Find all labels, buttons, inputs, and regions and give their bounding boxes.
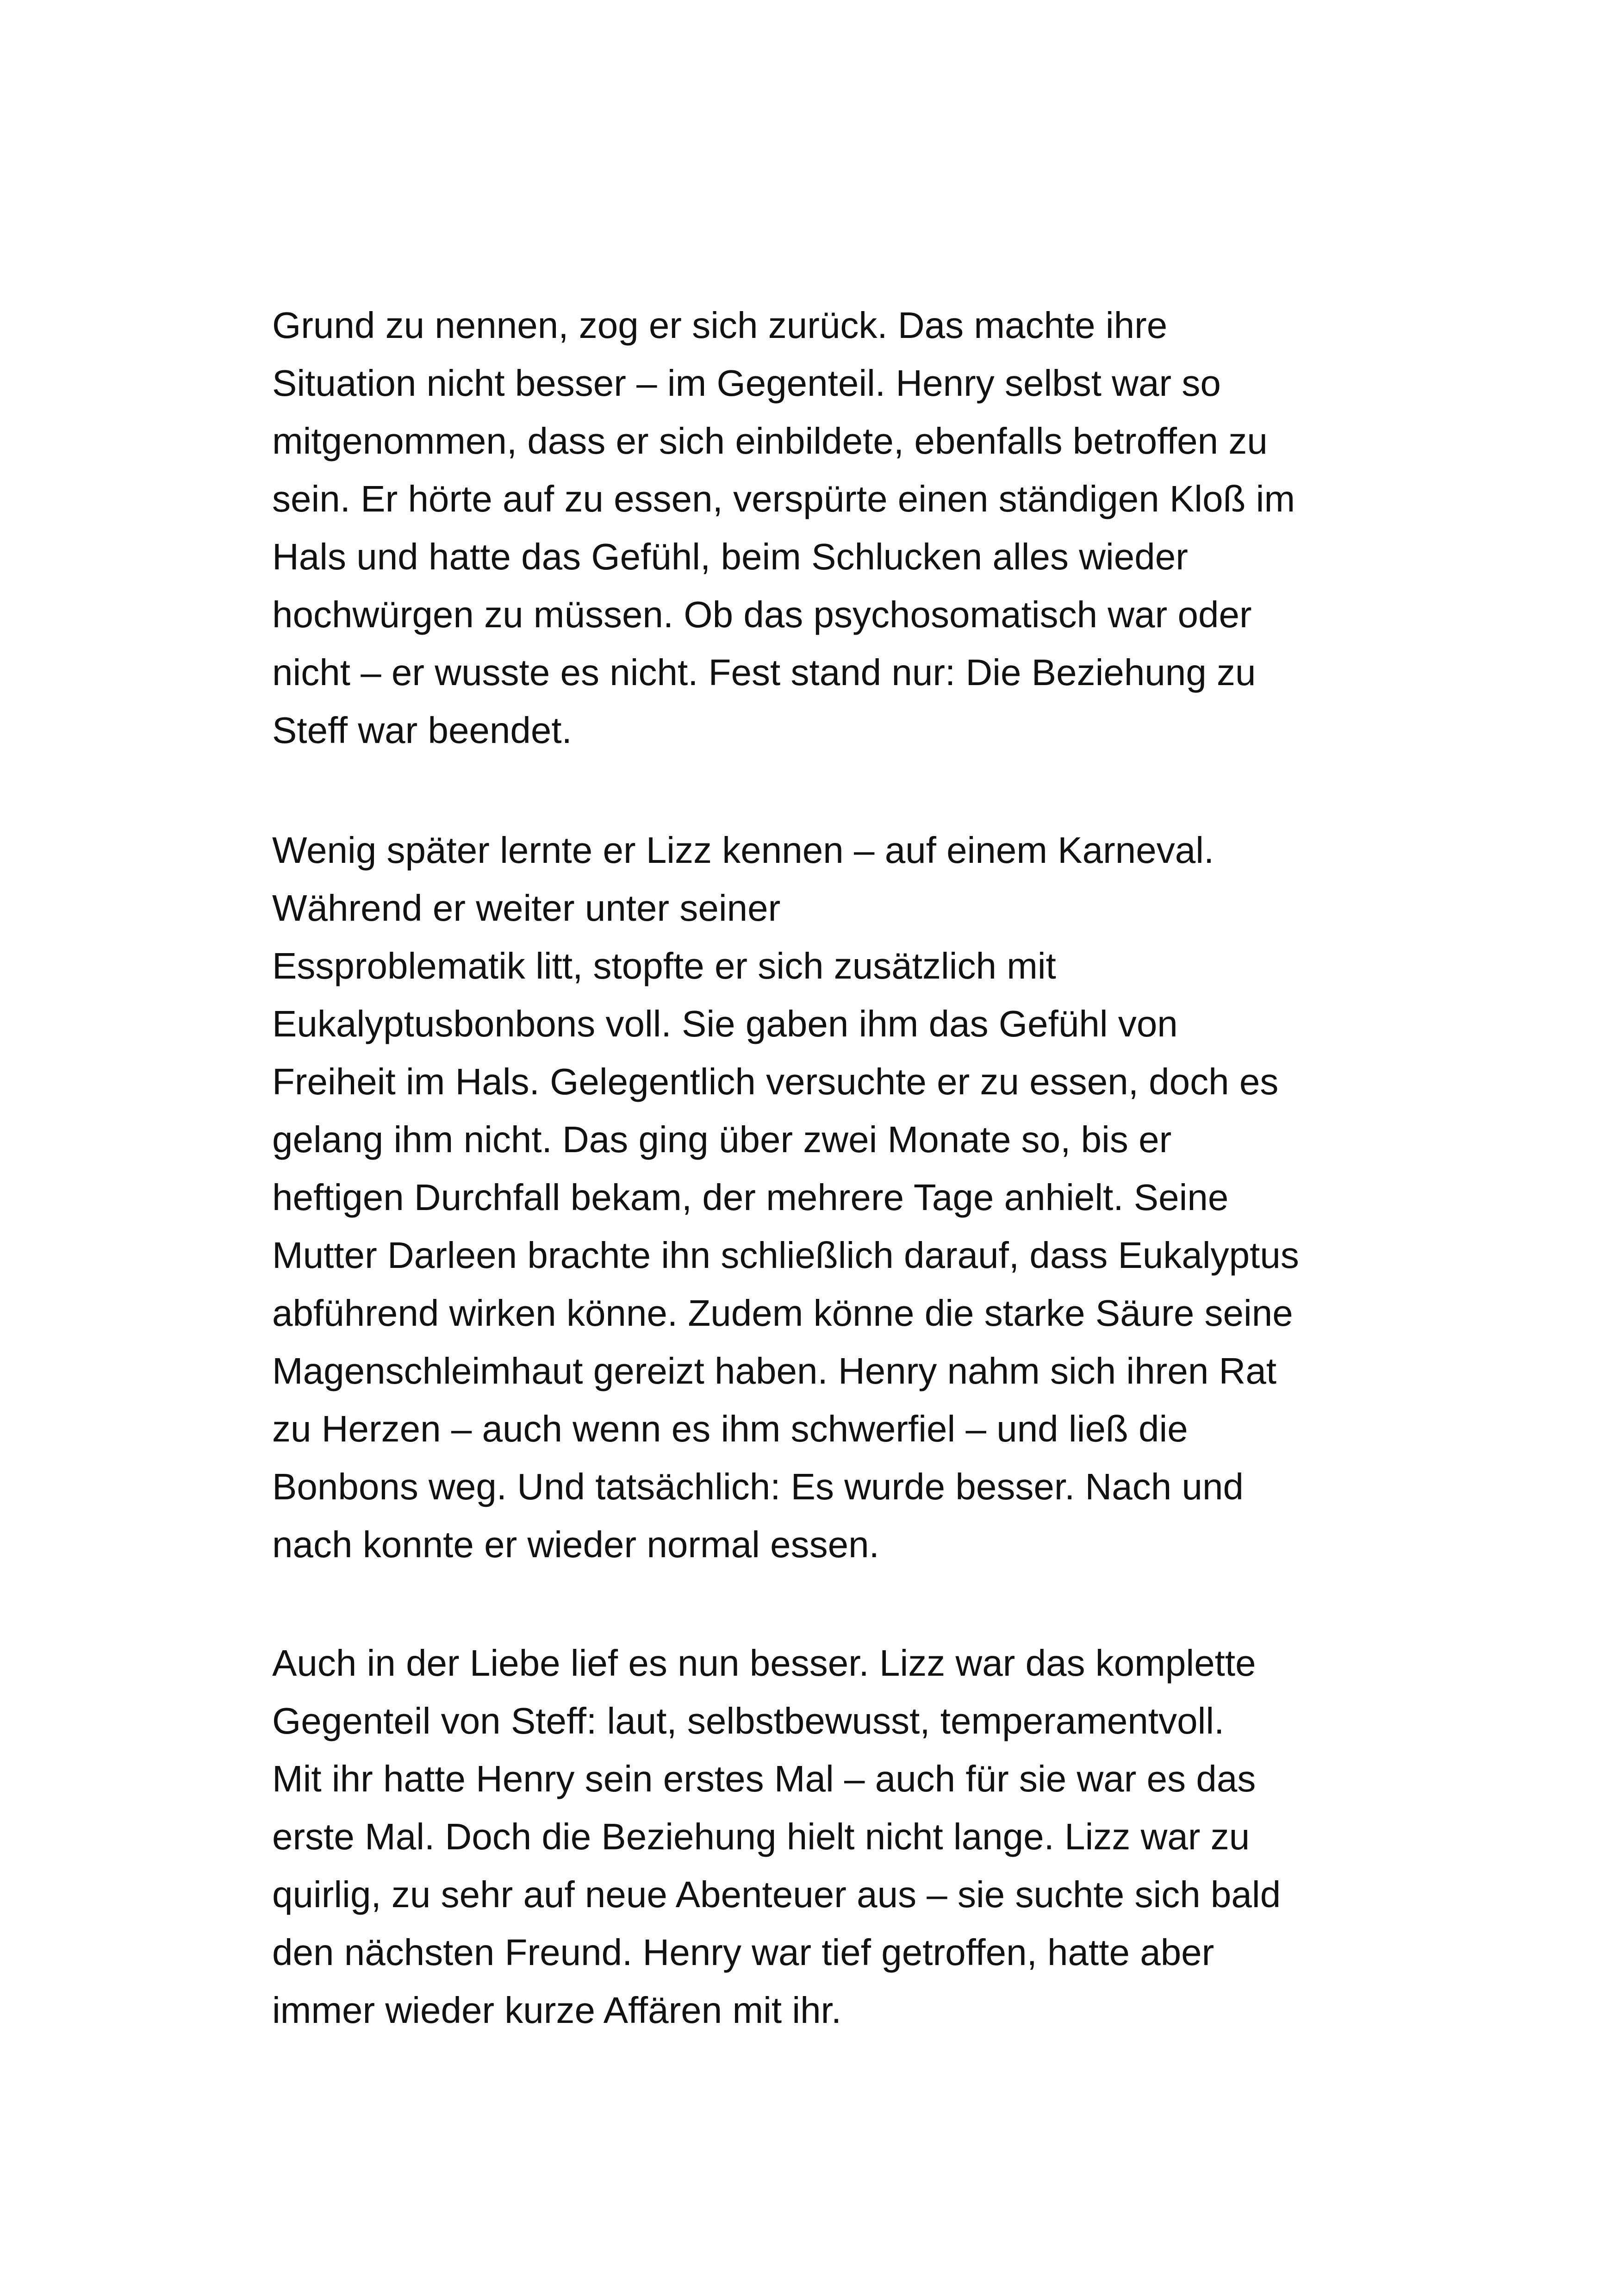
text-line: Gegenteil von Steff: laut, selbstbewusst, temperamentvoll. [272, 1700, 1225, 1741]
text-line: Hals und hatte das Gefühl, beim Schlucken alles wieder [272, 536, 1188, 577]
paragraph [272, 1634, 1383, 2039]
text-line: Während er weiter unter seiner [272, 887, 781, 929]
text-line: quirlig, zu sehr auf neue Abenteuer aus – sie suchte sich bald [272, 1874, 1281, 1915]
text-line: nach konnte er wieder normal essen. [272, 1524, 879, 1565]
text-line: Grund zu nennen, zog er sich zurück. Das machte ihre [272, 305, 1168, 346]
text-line: nicht – er wusste es nicht. Fest stand nur: Die Beziehung zu [272, 652, 1256, 693]
text-line: immer wieder kurze Affären mit ihr. [272, 1990, 842, 2031]
text-line: zu Herzen – auch wenn es ihm schwerfiel – und ließ die [272, 1408, 1188, 1449]
text-line: Situation nicht besser – im Gegenteil. Henry selbst war so [272, 362, 1221, 404]
paragraph [272, 821, 1383, 1573]
text-line: sein. Er hörte auf zu essen, verspürte einen ständigen Kloß im [272, 478, 1295, 519]
text-line: Bonbons weg. Und tatsächlich: Es wurde besser. Nach und [272, 1466, 1244, 1507]
text-line: Essproblematik litt, stopfte er sich zusätzlich mit [272, 945, 1056, 986]
text-line: hochwürgen zu müssen. Ob das psychosomatisch war oder [272, 594, 1252, 635]
text-line: erste Mal. Doch die Beziehung hielt nicht lange. Lizz war zu [272, 1816, 1250, 1857]
text-line: Auch in der Liebe lief es nun besser. Lizz war das komplette [272, 1642, 1256, 1684]
text-line: Mutter Darleen brachte ihn schließlich darauf, dass Eukalyptus [272, 1235, 1299, 1276]
text-line: Mit ihr hatte Henry sein erstes Mal – auch für sie war es das [272, 1758, 1256, 1799]
text-line: heftigen Durchfall bekam, der mehrere Tage anhielt. Seine [272, 1177, 1229, 1218]
text-line: Freiheit im Hals. Gelegentlich versuchte er zu essen, doch es [272, 1061, 1279, 1102]
text-line: Wenig später lernte er Lizz kennen – auf einem Karneval. [272, 830, 1214, 871]
text-line: gelang ihm nicht. Das ging über zwei Monate so, bis er [272, 1119, 1172, 1160]
text-line: abführend wirken könne. Zudem könne die starke Säure seine [272, 1292, 1293, 1334]
text-line: Steff war beendet. [272, 710, 572, 751]
paragraph [272, 296, 1383, 759]
text-line: mitgenommen, dass er sich einbildete, ebenfalls betroffen zu [272, 420, 1268, 462]
text-line: Eukalyptusbonbons voll. Sie gaben ihm das Gefühl von [272, 1003, 1178, 1044]
text-line: Magenschleimhaut gereizt haben. Henry nahm sich ihren Rat [272, 1350, 1277, 1391]
text-line: den nächsten Freund. Henry war tief getroffen, hatte aber [272, 1932, 1214, 1973]
